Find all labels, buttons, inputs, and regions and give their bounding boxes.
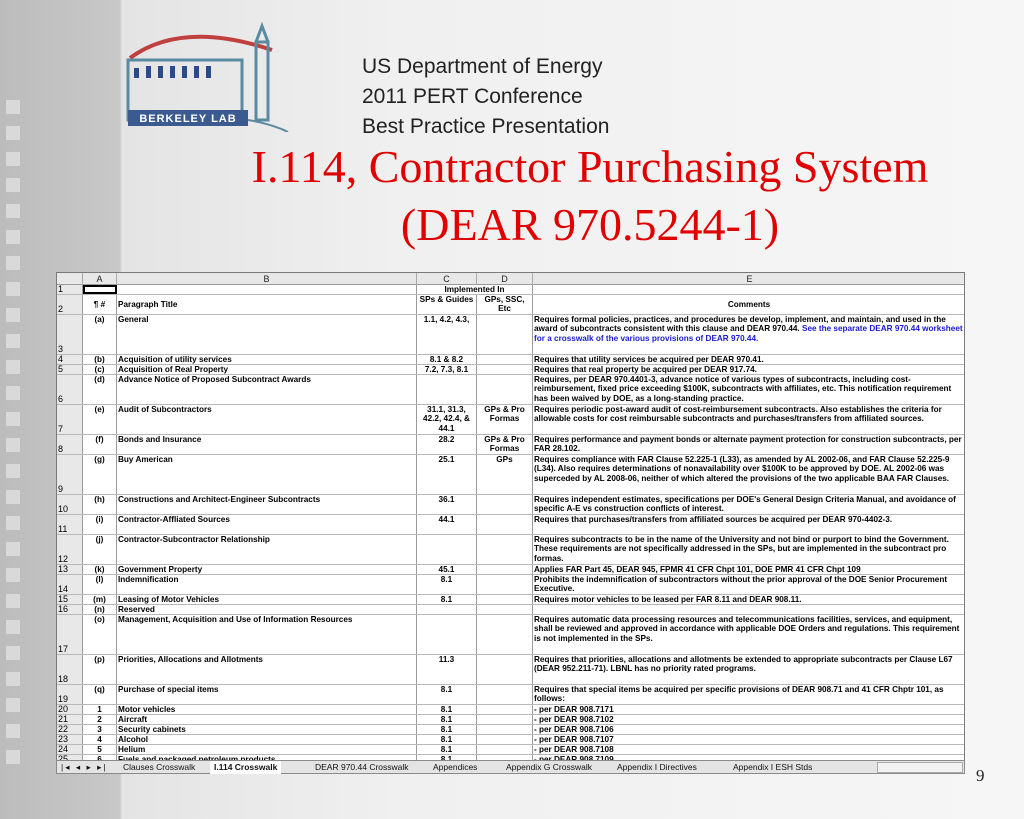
paragraph-title-cell[interactable]: Acquisition of utility services	[117, 355, 417, 364]
table-row[interactable]	[57, 735, 965, 745]
decorative-square	[6, 126, 20, 140]
paragraph-title-cell[interactable]: General	[117, 315, 417, 354]
sps-guides-cell[interactable]	[417, 615, 477, 654]
gps-ssc-cell[interactable]	[477, 575, 533, 594]
implemented-in-header[interactable]: Implemented In	[417, 285, 533, 294]
paragraph-num-header[interactable]: ¶ #	[83, 295, 117, 314]
sps-guides-cell[interactable]: 11.3	[417, 655, 477, 684]
sheet-tab-bar	[56, 760, 965, 774]
table-row[interactable]	[57, 455, 965, 495]
paragraph-num-cell[interactable]: 3	[83, 725, 117, 734]
paragraph-title-cell[interactable]: Alcohol	[117, 735, 417, 744]
paragraph-title-cell[interactable]: Indemnification	[117, 575, 417, 594]
decorative-square	[6, 516, 20, 530]
sps-guides-cell[interactable]: 8.1	[417, 725, 477, 734]
gps-ssc-cell[interactable]	[477, 495, 533, 514]
paragraph-num-cell[interactable]: (b)	[83, 355, 117, 364]
col-header-b[interactable]: B	[117, 273, 417, 285]
table-row[interactable]	[57, 285, 965, 295]
paragraph-num-cell[interactable]: (i)	[83, 515, 117, 534]
table-row[interactable]	[57, 435, 965, 455]
row-number[interactable]: 18	[57, 655, 83, 684]
decorative-square	[6, 204, 20, 218]
org-line-3: Best Practice Presentation	[362, 115, 610, 138]
paragraph-num-cell[interactable]: (d)	[83, 375, 117, 404]
sheet-rows	[57, 285, 965, 765]
decorative-square	[6, 672, 20, 686]
decorative-square	[6, 100, 20, 114]
table-row[interactable]	[57, 575, 965, 595]
sps-guides-cell[interactable]: 8.1	[417, 595, 477, 604]
table-row[interactable]	[57, 375, 965, 405]
sheet-tab[interactable]: Appendix I ESH Stds	[733, 762, 813, 772]
sheet-tab[interactable]: Clauses Crosswalk	[123, 762, 196, 772]
row-number[interactable]: 10	[57, 495, 83, 514]
comments-cell[interactable]: Requires, per DEAR 970.4401-3, advance notice of various types of subcontracts, including cost-reimbursement, fixed price exceeding $100K, subcontracts with affiliates, etc. This notification requirement has been waived by DOE, as a long-standing practice.	[533, 375, 965, 404]
table-row[interactable]	[57, 515, 965, 535]
decorative-square	[6, 230, 20, 244]
col-header-e[interactable]: E	[746, 274, 753, 284]
row-number[interactable]: 9	[57, 455, 83, 494]
comments-cell[interactable]: - per DEAR 908.7171	[533, 705, 965, 714]
row-number[interactable]: 13	[57, 565, 83, 574]
paragraph-title-cell[interactable]: Contractor-Subcontractor Relationship	[117, 535, 417, 564]
paragraph-title-cell[interactable]: Government Property	[117, 565, 417, 574]
table-row[interactable]	[57, 355, 965, 365]
gps-ssc-cell[interactable]	[477, 365, 533, 374]
sps-guides-header[interactable]: SPs & Guides	[417, 295, 477, 314]
horizontal-scrollbar[interactable]	[877, 762, 963, 773]
decorative-square	[6, 438, 20, 452]
select-all-corner[interactable]	[57, 273, 83, 285]
decorative-square	[6, 568, 20, 582]
sheet-tab[interactable]: Appendices	[433, 762, 478, 772]
decorative-square	[6, 750, 20, 764]
table-row[interactable]	[57, 715, 965, 725]
paragraph-num-cell[interactable]: (f)	[83, 435, 117, 454]
sheet-tab[interactable]: I.114 Crosswalk	[210, 761, 281, 774]
paragraph-title-cell[interactable]: Purchase of special items	[117, 685, 417, 704]
table-row[interactable]	[57, 595, 965, 605]
row-number[interactable]: 23	[57, 735, 83, 744]
sps-guides-cell[interactable]	[417, 375, 477, 404]
row-number[interactable]: 24	[57, 745, 83, 754]
comments-cell[interactable]: Requires performance and payment bonds or alternate payment protection for construction subcontracts, per FAR 28.102.	[533, 435, 965, 454]
decorative-square	[6, 412, 20, 426]
row-number[interactable]: 15	[57, 595, 83, 604]
table-row[interactable]	[57, 705, 965, 715]
decorative-square	[6, 178, 20, 192]
org-line-2: 2011 PERT Conference	[362, 85, 583, 108]
paragraph-num-cell[interactable]: (g)	[83, 455, 117, 494]
paragraph-title-header[interactable]: Paragraph Title	[117, 295, 417, 314]
decorative-square	[6, 360, 20, 374]
cell[interactable]	[533, 285, 965, 294]
decorative-square	[6, 464, 20, 478]
sps-guides-cell[interactable]: 8.1	[417, 745, 477, 754]
paragraph-num-cell[interactable]: (m)	[83, 595, 117, 604]
paragraph-title-cell[interactable]: Acquisition of Real Property	[117, 365, 417, 374]
row-number[interactable]: 7	[57, 405, 83, 434]
gps-ssc-cell[interactable]	[477, 355, 533, 364]
comments-cell[interactable]: Applies FAR Part 45, DEAR 945, FPMR 41 CFR Chpt 101, DOE PMR 41 CFR Chpt 109	[533, 565, 965, 574]
gps-ssc-cell[interactable]	[477, 705, 533, 714]
comments-cell[interactable]: Requires motor vehicles to be leased per FAR 8.11 and DEAR 908.11.	[533, 595, 965, 604]
gps-ssc-cell[interactable]	[477, 715, 533, 724]
table-row[interactable]	[57, 315, 965, 355]
paragraph-num-cell[interactable]: (h)	[83, 495, 117, 514]
row-number[interactable]: 8	[57, 435, 83, 454]
sps-guides-cell[interactable]: 8.1	[417, 705, 477, 714]
table-row[interactable]	[57, 725, 965, 735]
spreadsheet[interactable]	[56, 272, 965, 772]
sps-guides-cell[interactable]: 28.2	[417, 435, 477, 454]
gps-ssc-cell[interactable]	[477, 655, 533, 684]
org-line-1: US Department of Energy	[362, 55, 603, 78]
paragraph-title-cell[interactable]: Leasing of Motor Vehicles	[117, 595, 417, 604]
table-row[interactable]	[57, 685, 965, 705]
row-number[interactable]: 21	[57, 715, 83, 724]
paragraph-num-cell[interactable]: 2	[83, 715, 117, 724]
row-number[interactable]: 3	[57, 315, 83, 354]
gps-ssc-cell[interactable]	[477, 375, 533, 404]
sps-guides-cell[interactable]: 1.1, 4.2, 4.3,	[417, 315, 477, 354]
comments-cell[interactable]: - per DEAR 908.7107	[533, 735, 965, 744]
sheet-tab[interactable]: Appendix I Directives	[617, 762, 697, 772]
gps-ssc-cell[interactable]	[477, 535, 533, 564]
table-row[interactable]	[57, 405, 965, 435]
comments-header[interactable]: Comments	[533, 295, 965, 314]
paragraph-num-cell[interactable]: (e)	[83, 405, 117, 434]
decorative-square	[6, 152, 20, 166]
decorative-square	[6, 698, 20, 712]
comments-cell[interactable]: Requires independent estimates, specifications per DOE's General Design Criteria Manual, and avoidance of specific A-E vs construction conflicts of interest.	[533, 495, 965, 514]
decorative-square	[6, 646, 20, 660]
decorative-square	[6, 542, 20, 556]
table-row[interactable]	[57, 605, 965, 615]
title-line-1: I.114, Contractor Purchasing System	[251, 141, 929, 192]
paragraph-num-cell[interactable]: (o)	[83, 615, 117, 654]
table-row[interactable]	[57, 655, 965, 685]
comments-cell[interactable]: Requires that real property be acquired per DEAR 917.74.	[533, 365, 965, 374]
paragraph-title-cell[interactable]: Contractor-Affliated Sources	[117, 515, 417, 534]
paragraph-num-cell[interactable]: (j)	[83, 535, 117, 564]
decorative-square	[6, 256, 20, 270]
gps-ssc-header[interactable]: GPs, SSC, Etc	[477, 295, 533, 314]
paragraph-num-cell[interactable]: (k)	[83, 565, 117, 574]
col-header-a[interactable]: A	[83, 273, 117, 285]
tab-scroll-arrows[interactable]: |◂ ◂ ▸ ▸|	[61, 762, 108, 772]
decorative-square	[6, 334, 20, 348]
paragraph-title-cell[interactable]: Audit of Subcontractors	[117, 405, 417, 434]
sps-guides-cell[interactable]: 8.1	[417, 575, 477, 594]
comments-cell[interactable]: - per DEAR 908.7102	[533, 715, 965, 724]
decorative-square	[6, 620, 20, 634]
comments-cell[interactable]: Requires automatic data processing resources and telecommunications facilities, services, and equipment, shall be reviewed and approved in accordance with applicable DOE Orders and regulations. This requirement is not implemented in the SPs.	[533, 615, 965, 654]
paragraph-title-cell[interactable]: Helium	[117, 745, 417, 754]
paragraph-title-cell[interactable]: Advance Notice of Proposed Subcontract Awards	[117, 375, 417, 404]
col-header-c[interactable]: C	[417, 273, 477, 285]
gps-ssc-cell[interactable]	[477, 515, 533, 534]
comments-cell[interactable]: Requires that priorities, allocations and allotments be extended to appropriate subcontracts per Clause L67 (DEAR 952.211-71). LBNL has no priority rated programs.	[533, 655, 965, 684]
sps-guides-cell[interactable]: 45.1	[417, 565, 477, 574]
decorative-square	[6, 282, 20, 296]
paragraph-num-cell[interactable]: 1	[83, 705, 117, 714]
comments-cell[interactable]: Requires subcontracts to be in the name of the University and not bind or purport to bind the Government. These requirements are not specifically addressed in the SPs, but are implemented in the subcontract pro formas.	[533, 535, 965, 564]
comments-cell[interactable]: Prohibits the indemnification of subcontractors without the prior approval of the DOE Senior Procurement Executive.	[533, 575, 965, 594]
sps-guides-cell[interactable]: 7.2, 7.3, 8.1	[417, 365, 477, 374]
comment-text: Requires formal policies, practices, and procedures be develop, implement, and maintain, and used in the award of subcontracts consistent with this clause and DEAR 970.44.	[534, 315, 946, 334]
paragraph-title-cell[interactable]: Aircraft	[117, 715, 417, 724]
row-number[interactable]: 19	[57, 685, 83, 704]
table-row[interactable]	[57, 495, 965, 515]
row-number[interactable]: 17	[57, 615, 83, 654]
row-number[interactable]: 2	[57, 295, 83, 314]
gps-ssc-cell[interactable]: GPs & Pro Formas	[477, 435, 533, 454]
paragraph-num-cell[interactable]: (c)	[83, 365, 117, 374]
comments-cell[interactable]: Requires periodic post-award audit of cost-reimbursement subcontracts. Also establishes the criteria for allowable costs for cost reimbursable subcontracts and purchases/transfers from affiliated sources.	[533, 405, 965, 434]
decorative-square	[6, 724, 20, 738]
comments-cell[interactable]: Requires compliance with FAR Clause 52.225-1 (L33), as amended by AL 2002-06, and FAR Clause 52.225-9 (L34). Also requires determinations of nonavailability over $100K to be approved by DOE. AL 2002-06 was superceded by AL 2008-06, neither of which altered the provisions of the two applicable BAA FAR Clauses.	[533, 455, 965, 494]
comments-cell[interactable]: Requires that special items be acquired per specific provisions of DEAR 908.71 and 41 CFR Chptr 101, as follows:	[533, 685, 965, 704]
paragraph-title-cell[interactable]: Constructions and Architect-Engineer Subcontracts	[117, 495, 417, 514]
sps-guides-cell[interactable]: 31.1, 31.3, 42.2, 42.4, & 44.1	[417, 405, 477, 434]
decorative-square	[6, 386, 20, 400]
paragraph-num-cell[interactable]: (n)	[83, 605, 117, 614]
sps-guides-cell[interactable]: 8.1	[417, 715, 477, 724]
sps-guides-cell[interactable]: 8.1	[417, 685, 477, 704]
sps-guides-cell[interactable]	[417, 605, 477, 614]
col-header-d[interactable]: D	[477, 273, 533, 285]
paragraph-num-cell[interactable]: (q)	[83, 685, 117, 704]
decorative-square	[6, 308, 20, 322]
comments-cell[interactable]	[533, 315, 965, 354]
table-row[interactable]	[57, 295, 965, 315]
row-number[interactable]: 4	[57, 355, 83, 364]
gps-ssc-cell[interactable]	[477, 605, 533, 614]
paragraph-num-cell[interactable]: (p)	[83, 655, 117, 684]
sps-guides-cell[interactable]: 25.1	[417, 455, 477, 494]
table-row[interactable]	[57, 745, 965, 755]
decorative-strip	[0, 0, 30, 819]
gps-ssc-cell[interactable]	[477, 735, 533, 744]
paragraph-title-cell[interactable]: Priorities, Allocations and Allotments	[117, 655, 417, 684]
row-number[interactable]: 22	[57, 725, 83, 734]
slide-title	[110, 138, 1024, 254]
cell[interactable]	[117, 285, 417, 294]
sps-guides-cell[interactable]: 36.1	[417, 495, 477, 514]
decorative-square	[6, 594, 20, 608]
org-block	[362, 52, 609, 142]
paragraph-title-cell[interactable]: Motor vehicles	[117, 705, 417, 714]
gps-ssc-cell[interactable]	[477, 615, 533, 654]
gps-ssc-cell[interactable]	[477, 725, 533, 734]
column-header-bar	[57, 273, 965, 285]
table-row[interactable]	[57, 365, 965, 375]
gps-ssc-cell[interactable]	[477, 565, 533, 574]
paragraph-num-cell[interactable]: (l)	[83, 575, 117, 594]
gps-ssc-cell[interactable]	[477, 745, 533, 754]
table-row[interactable]	[57, 615, 965, 655]
paragraph-title-cell[interactable]: Reserved	[117, 605, 417, 614]
page-number: 9	[976, 766, 985, 785]
paragraph-title-cell[interactable]: Security cabinets	[117, 725, 417, 734]
paragraph-title-cell[interactable]: Management, Acquisition and Use of Information Resources	[117, 615, 417, 654]
sheet-tab[interactable]: Appendix G Crosswalk	[506, 762, 592, 772]
selected-cell[interactable]	[83, 285, 117, 294]
paragraph-title-cell[interactable]: Buy American	[117, 455, 417, 494]
row-number[interactable]: 6	[57, 375, 83, 404]
sheet-tab[interactable]: DEAR 970.44 Crosswalk	[315, 762, 409, 772]
comments-cell[interactable]: - per DEAR 908.7108	[533, 745, 965, 754]
paragraph-num-cell[interactable]: 5	[83, 745, 117, 754]
gps-ssc-cell[interactable]: GPs	[477, 455, 533, 494]
gps-ssc-cell[interactable]	[477, 595, 533, 604]
decorative-square	[6, 490, 20, 504]
comments-cell[interactable]: Requires that utility services be acquired per DEAR 970.41.	[533, 355, 965, 364]
row-number[interactable]: 12	[57, 535, 83, 564]
title-line-2: (DEAR 970.5244-1)	[400, 199, 780, 250]
row-number[interactable]: 1	[57, 285, 83, 294]
berkeley-lab-logo	[122, 20, 292, 132]
paragraph-num-cell[interactable]: 4	[83, 735, 117, 744]
paragraph-num-cell[interactable]: (a)	[83, 315, 117, 354]
row-number[interactable]: 16	[57, 605, 83, 614]
gps-ssc-cell[interactable]: GPs & Pro Formas	[477, 405, 533, 434]
comments-cell[interactable]: - per DEAR 908.7106	[533, 725, 965, 734]
row-number[interactable]: 14	[57, 575, 83, 594]
gps-ssc-cell[interactable]	[477, 315, 533, 354]
logo-text: BERKELEY LAB	[139, 113, 237, 125]
comments-cell[interactable]	[533, 605, 965, 614]
sps-guides-cell[interactable]: 44.1	[417, 515, 477, 534]
comments-cell[interactable]: Requires that purchases/transfers from affiliated sources be acquired per DEAR 970-4402-3.	[533, 515, 965, 534]
sps-guides-cell[interactable]	[417, 535, 477, 564]
table-row[interactable]	[57, 535, 965, 565]
gps-ssc-cell[interactable]	[477, 685, 533, 704]
row-number[interactable]: 20	[57, 705, 83, 714]
comment-link-text: See the separate DEAR 970.44 worksheet for a crosswalk of the various provisions of DEAR 970.44.	[534, 324, 963, 343]
row-number[interactable]: 5	[57, 365, 83, 374]
table-row[interactable]	[57, 565, 965, 575]
sps-guides-cell[interactable]: 8.1	[417, 735, 477, 744]
paragraph-title-cell[interactable]: Bonds and Insurance	[117, 435, 417, 454]
sps-guides-cell[interactable]: 8.1 & 8.2	[417, 355, 477, 364]
row-number[interactable]: 11	[57, 515, 83, 534]
